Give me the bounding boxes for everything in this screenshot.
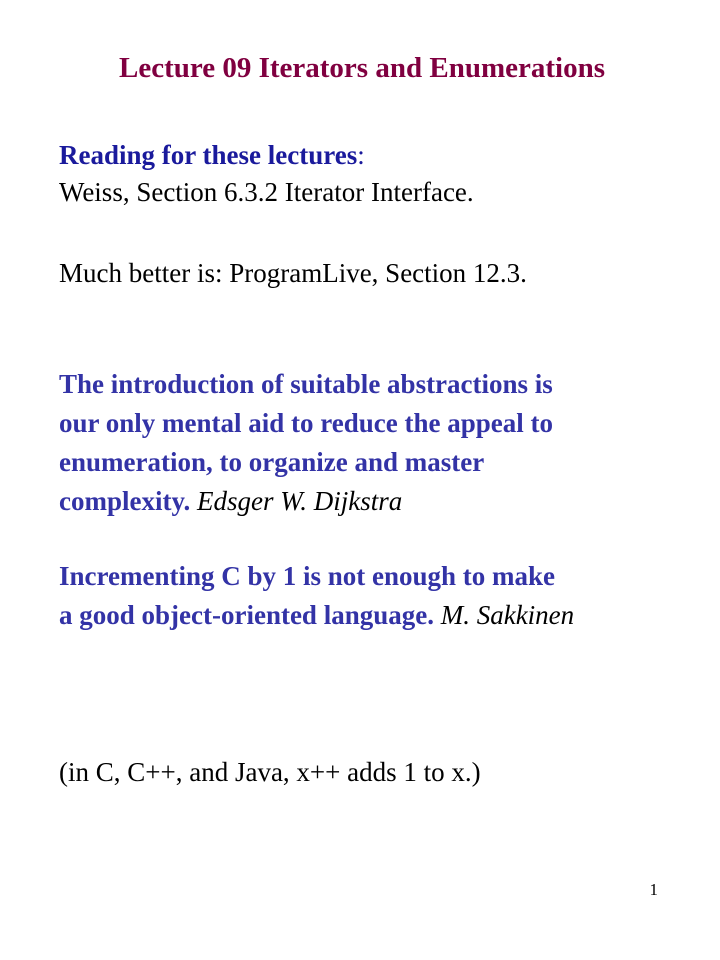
quote-line: The introduction of suitable abstractions is [59,369,553,399]
reading-heading-label: Reading for these lectures [59,140,358,170]
increment-note: (in C, C++, and Java, x++ adds 1 to x.) [59,757,481,787]
page-number: 1 [649,880,658,899]
slide-title: Lecture 09 Iterators and Enumerations [119,52,605,84]
quote-line: enumeration, to organize and master [59,447,485,477]
quote-line: Incrementing C by 1 is not enough to make [59,561,556,591]
dijkstra-quote [59,365,669,521]
sakkinen-quote [59,557,669,635]
reading-heading-colon: : [357,140,365,170]
quote-attribution: M. Sakkinen [440,600,575,630]
quote-line-last [59,482,669,521]
quote-attribution: Edsger W. Dijkstra [196,486,403,516]
quote-line-last [59,596,669,635]
reading-heading [59,137,699,174]
reading-item-programlive: Much better is: ProgramLive, Section 12.3. [59,258,527,288]
quote-text: complexity. [59,486,191,516]
quote-text: a good object-oriented language. [59,600,434,630]
reading-item-weiss: Weiss, Section 6.3.2 Iterator Interface. [59,177,474,207]
quote-line: our only mental aid to reduce the appeal to [59,408,554,438]
